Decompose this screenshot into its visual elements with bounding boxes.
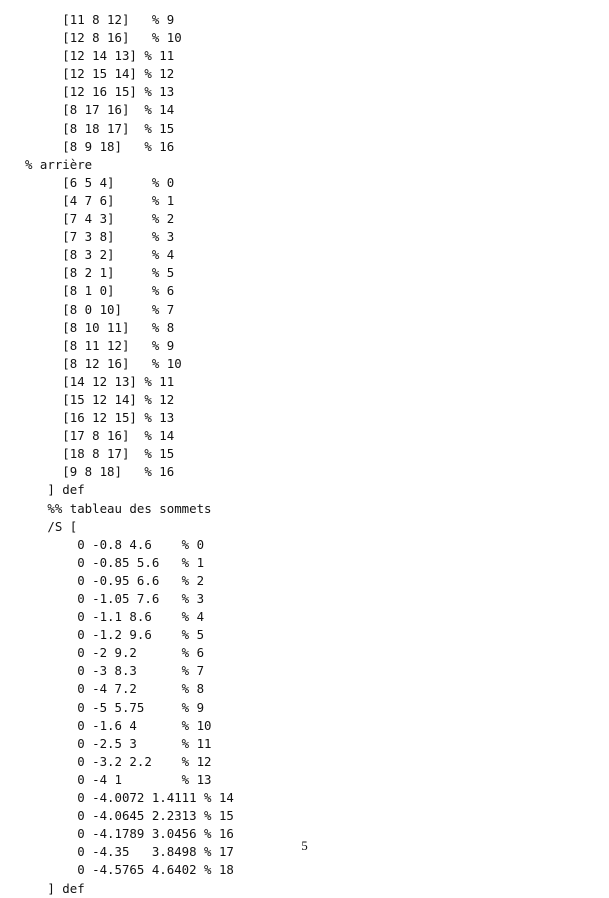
code-line: [7 3 8] % 3 xyxy=(25,229,175,245)
code-line: 0 -2.5 3 % 11 xyxy=(25,735,212,751)
code-line: [8 1 0] % 6 xyxy=(25,283,175,299)
code-line: 0 -1.1 8.6 % 4 xyxy=(25,609,205,625)
code-line: 0 -3 8.3 % 7 xyxy=(25,663,205,679)
code-line: 0 -5 5.75 % 9 xyxy=(25,699,205,715)
code-line: [14 12 13] % 11 xyxy=(25,373,175,389)
code-line: 0 -4 7.2 % 8 xyxy=(25,681,205,697)
code-line: [8 3 2] % 4 xyxy=(25,247,175,263)
code-line: [12 15 14] % 12 xyxy=(25,66,175,82)
code-line: 0 -1.05 7.6 % 3 xyxy=(25,591,205,606)
code-line: ] def xyxy=(25,880,85,896)
code-line: 0 -4.0072 1.4111 % 14 xyxy=(25,790,234,806)
code-line: [9 8 18] % 16 xyxy=(25,464,175,480)
code-line: [12 8 16] % 10 xyxy=(25,30,182,46)
code-line: [6 5 4] % 0 xyxy=(25,174,175,190)
code-line: /S [ xyxy=(25,518,78,534)
code-line: [8 2 1] % 5 xyxy=(25,265,175,281)
code-line: [12 16 15] % 13 xyxy=(25,84,175,100)
code-line: %% tableau des sommets xyxy=(25,500,212,516)
code-line: [15 12 14] % 12 xyxy=(25,391,175,407)
code-line: [8 11 12] % 9 xyxy=(25,337,175,353)
code-line: 0 -0.8 4.6 % 0 xyxy=(25,536,205,552)
code-listing xyxy=(25,11,234,898)
page-number: 5 xyxy=(301,838,308,853)
code-line: 0 -4.35 3.8498 % 17 xyxy=(25,844,234,860)
code-line: [11 8 12] % 9 xyxy=(25,12,175,27)
code-line: [8 0 10] % 7 xyxy=(25,301,175,317)
code-line: [12 14 13] % 11 xyxy=(25,48,175,64)
code-line: % arrière xyxy=(25,156,93,172)
code-line: [8 12 16] % 10 xyxy=(25,355,182,371)
code-line: 0 -4.5765 4.6402 % 18 xyxy=(25,862,234,878)
code-line: [8 18 17] % 15 xyxy=(25,120,175,136)
code-line: 0 -0.95 6.6 % 2 xyxy=(25,572,205,588)
code-line: 0 -2 9.2 % 6 xyxy=(25,645,205,661)
code-line: [8 9 18] % 16 xyxy=(25,138,175,154)
code-line: 0 -3.2 2.2 % 12 xyxy=(25,753,212,769)
code-line: 0 -1.2 9.6 % 5 xyxy=(25,627,205,643)
code-line: 0 -4.0645 2.2313 % 15 xyxy=(25,808,234,824)
code-line: ] def xyxy=(25,482,85,498)
code-line: [16 12 15] % 13 xyxy=(25,410,175,426)
code-line: 0 -0.85 5.6 % 1 xyxy=(25,554,205,570)
code-line: 0 -1.6 4 % 10 xyxy=(25,717,212,733)
code-line: [8 17 16] % 14 xyxy=(25,102,175,118)
code-line: [17 8 16] % 14 xyxy=(25,428,175,444)
code-line: [7 4 3] % 2 xyxy=(25,211,175,227)
code-line: [18 8 17] % 15 xyxy=(25,446,175,462)
code-line: 0 -4 1 % 13 xyxy=(25,771,212,787)
code-line: [8 10 11] % 8 xyxy=(25,319,175,335)
code-line: [4 7 6] % 1 xyxy=(25,192,175,208)
code-line: 0 -4.1789 3.0456 % 16 xyxy=(25,826,234,842)
